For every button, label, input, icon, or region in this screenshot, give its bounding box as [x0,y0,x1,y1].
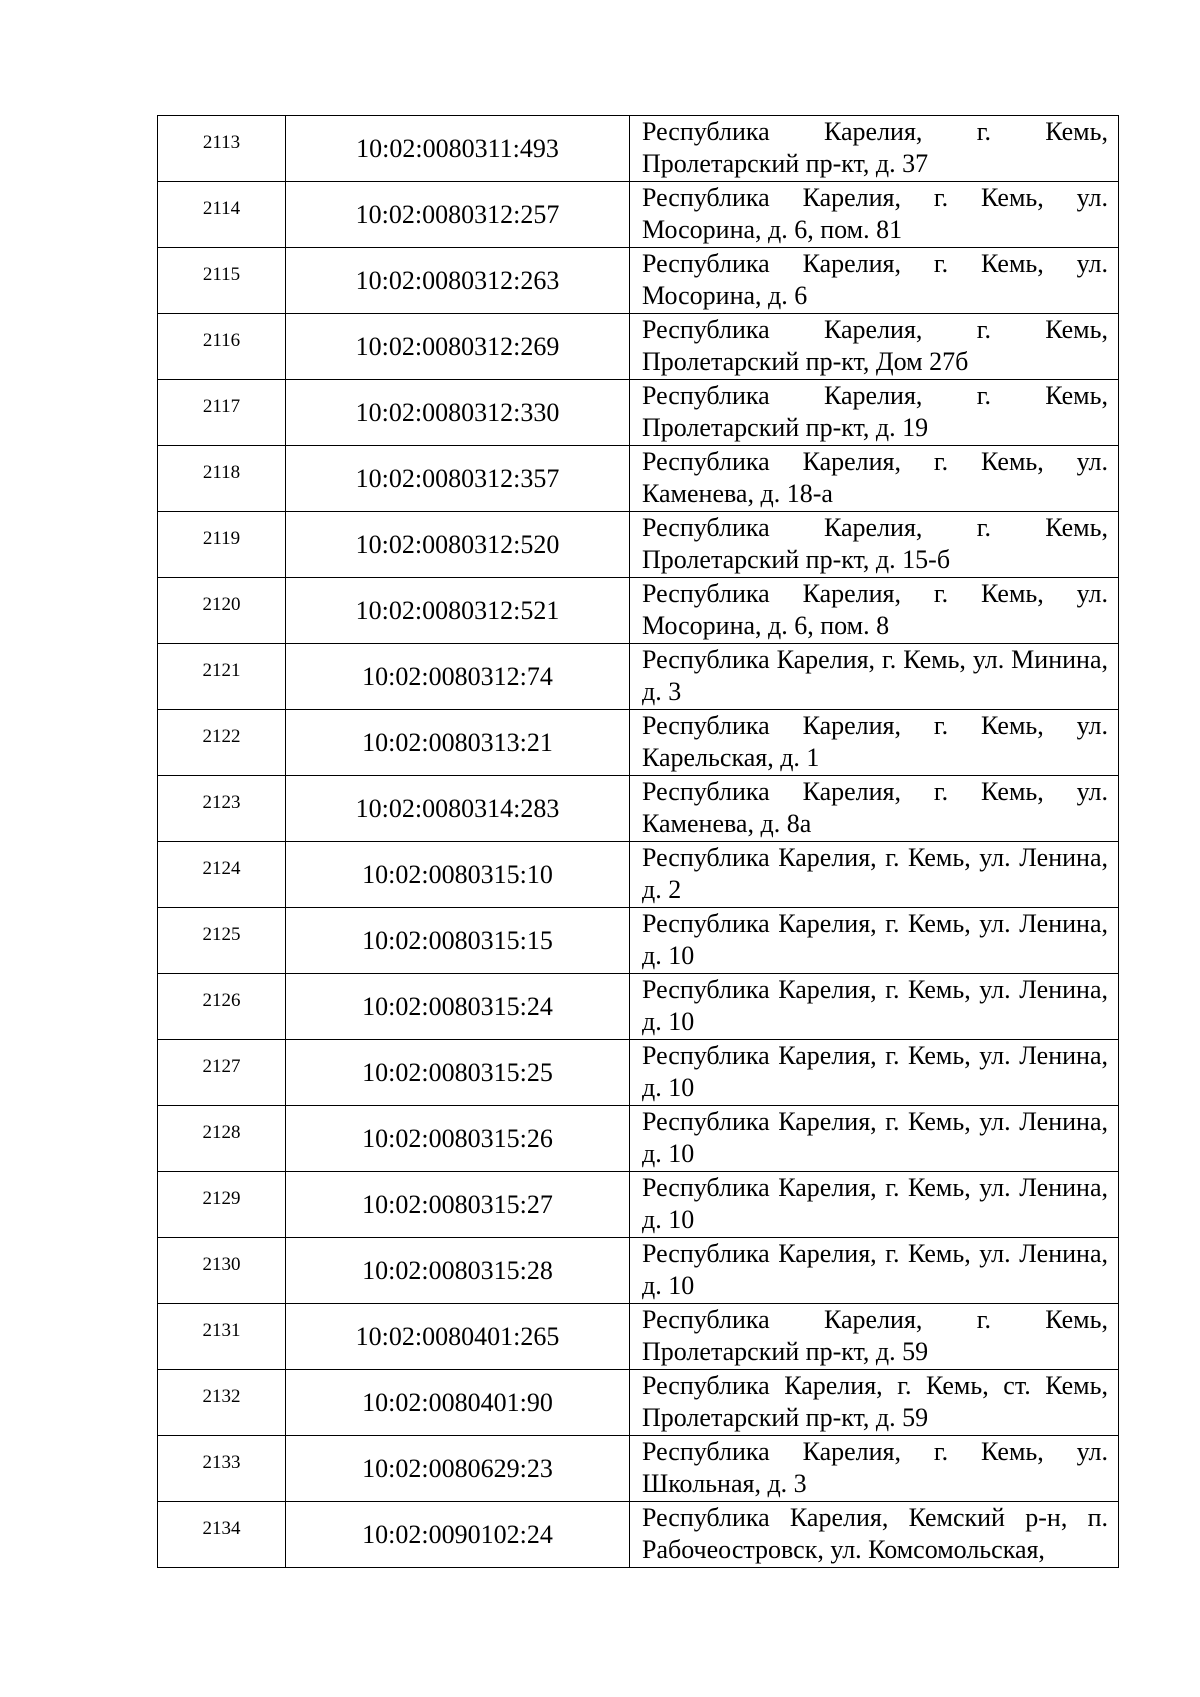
cadastral-number: 10:02:0080312:521 [286,578,630,644]
row-number: 2122 [158,710,286,776]
row-number: 2129 [158,1172,286,1238]
address-cell [630,1436,1119,1502]
table-row [158,1106,1119,1172]
cadastral-number: 10:02:0080401:265 [286,1304,630,1370]
address-cell [630,1304,1119,1370]
address-cell [630,974,1119,1040]
address-text: Республика Карелия, г. Кемь, Пролетарский пр-кт, Дом 27б [642,315,1108,376]
row-number: 2114 [158,182,286,248]
table-row [158,1370,1119,1436]
cadastral-number: 10:02:0080312:257 [286,182,630,248]
address-text: Республика Карелия, г. Кемь, ул. Ленина, д. 10 [642,1173,1108,1234]
address-cell [630,116,1119,182]
row-number: 2127 [158,1040,286,1106]
table-row [158,182,1119,248]
cadastral-number: 10:02:0080315:25 [286,1040,630,1106]
address-cell [630,314,1119,380]
table-row [158,1172,1119,1238]
address-cell [630,842,1119,908]
cadastral-number: 10:02:0080312:74 [286,644,630,710]
cadastral-number: 10:02:0090102:24 [286,1502,630,1568]
cadastral-number: 10:02:0080312:330 [286,380,630,446]
table-row [158,446,1119,512]
row-number: 2119 [158,512,286,578]
table-row [158,1304,1119,1370]
address-cell [630,1370,1119,1436]
row-number: 2121 [158,644,286,710]
table-row [158,578,1119,644]
address-text: Республика Карелия, г. Кемь, ул. Ленина, д. 10 [642,1107,1108,1168]
cadastral-number: 10:02:0080315:10 [286,842,630,908]
address-text: Республика Карелия, г. Кемь, ул. Ленина, д. 10 [642,975,1108,1036]
address-text: Республика Карелия, г. Кемь, ул. Мосорина, д. 6, пом. 81 [642,183,1108,244]
table-row [158,512,1119,578]
address-text: Республика Карелия, г. Кемь, ул. Карельская, д. 1 [642,711,1108,772]
address-text: Республика Карелия, г. Кемь, ул. Мосорина, д. 6 [642,249,1108,310]
row-number: 2118 [158,446,286,512]
row-number: 2120 [158,578,286,644]
address-cell [630,578,1119,644]
row-number: 2115 [158,248,286,314]
cadastral-number: 10:02:0080629:23 [286,1436,630,1502]
address-cell [630,380,1119,446]
row-number: 2131 [158,1304,286,1370]
cadastral-number: 10:02:0080312:357 [286,446,630,512]
address-text: Республика Карелия, г. Кемь, ул. Каменева, д. 8а [642,777,1108,838]
table-row [158,248,1119,314]
address-text: Республика Карелия, г. Кемь, ул. Ленина, д. 10 [642,1041,1108,1102]
row-number: 2124 [158,842,286,908]
table-row [158,974,1119,1040]
address-text: Республика Карелия, г. Кемь, ст. Кемь, Пролетарский пр-кт, д. 59 [642,1371,1108,1432]
address-text: Республика Карелия, г. Кемь, ул. Ленина, д. 2 [642,843,1108,904]
address-cell [630,248,1119,314]
row-number: 2130 [158,1238,286,1304]
table-row [158,644,1119,710]
address-cell [630,1040,1119,1106]
row-number: 2117 [158,380,286,446]
row-number: 2134 [158,1502,286,1568]
address-text: Республика Карелия, г. Кемь, ул. Школьная, д. 3 [642,1437,1108,1498]
address-cell [630,182,1119,248]
cadastral-number: 10:02:0080312:263 [286,248,630,314]
table-row [158,776,1119,842]
table-row [158,1436,1119,1502]
address-cell [630,644,1119,710]
address-cell [630,1238,1119,1304]
cadastral-number: 10:02:0080315:27 [286,1172,630,1238]
address-text: Республика Карелия, Кемский р-н, п. Рабочеостровск, ул. Комсомольская, [642,1503,1108,1564]
row-number: 2126 [158,974,286,1040]
table-row [158,1040,1119,1106]
address-cell [630,1502,1119,1568]
cadastral-number: 10:02:0080314:283 [286,776,630,842]
address-text: Республика Карелия, г. Кемь, ул. Мосорина, д. 6, пом. 8 [642,579,1108,640]
address-text: Республика Карелия, г. Кемь, Пролетарский пр-кт, д. 15-б [642,513,1108,574]
address-text: Республика Карелия, г. Кемь, ул. Каменева, д. 18-а [642,447,1108,508]
row-number: 2133 [158,1436,286,1502]
row-number: 2113 [158,116,286,182]
address-cell [630,1172,1119,1238]
row-number: 2125 [158,908,286,974]
row-number: 2132 [158,1370,286,1436]
table-row [158,380,1119,446]
address-cell [630,908,1119,974]
address-text: Республика Карелия, г. Кемь, ул. Ленина, д. 10 [642,909,1108,970]
address-text: Республика Карелия, г. Кемь, Пролетарский пр-кт, д. 19 [642,381,1108,442]
table-row [158,1502,1119,1568]
address-text: Республика Карелия, г. Кемь, Пролетарский пр-кт, д. 59 [642,1305,1108,1366]
address-text: Республика Карелия, г. Кемь, Пролетарский пр-кт, д. 37 [642,117,1108,178]
cadastral-number: 10:02:0080313:21 [286,710,630,776]
table-row [158,1238,1119,1304]
cadastral-number: 10:02:0080315:15 [286,908,630,974]
cadastral-number: 10:02:0080315:26 [286,1106,630,1172]
cadastral-number: 10:02:0080315:28 [286,1238,630,1304]
address-cell [630,1106,1119,1172]
cadastral-number: 10:02:0080311:493 [286,116,630,182]
table-row [158,116,1119,182]
address-text: Республика Карелия, г. Кемь, ул. Минина, д. 3 [642,645,1108,706]
table-body [158,116,1119,1568]
table-row [158,314,1119,380]
row-number: 2116 [158,314,286,380]
cadastral-number: 10:02:0080312:269 [286,314,630,380]
cadastral-number: 10:02:0080315:24 [286,974,630,1040]
address-cell [630,446,1119,512]
table-row [158,908,1119,974]
property-table [157,115,1119,1568]
row-number: 2128 [158,1106,286,1172]
address-cell [630,776,1119,842]
table-row [158,842,1119,908]
row-number: 2123 [158,776,286,842]
address-cell [630,710,1119,776]
address-text: Республика Карелия, г. Кемь, ул. Ленина, д. 10 [642,1239,1108,1300]
cadastral-number: 10:02:0080401:90 [286,1370,630,1436]
table-row [158,710,1119,776]
cadastral-number: 10:02:0080312:520 [286,512,630,578]
address-cell [630,512,1119,578]
